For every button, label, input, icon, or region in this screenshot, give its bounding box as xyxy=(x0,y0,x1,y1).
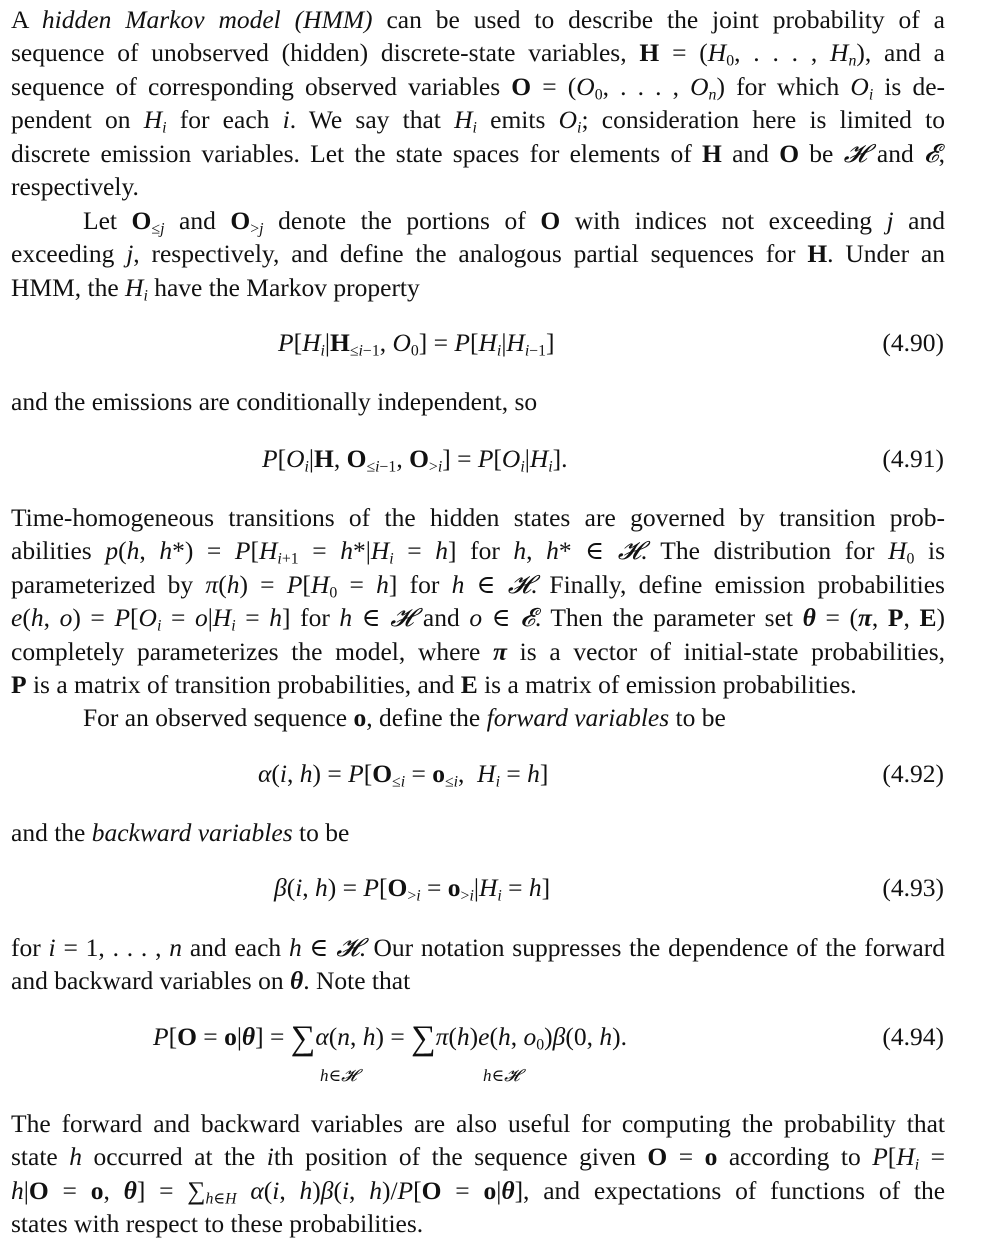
summation-symbol: ∑ xyxy=(411,1019,436,1058)
text-line: h|O = o, $\theta] = \sum_{h\in H}$ α(i, h)β(i, h)/P[O = o|θ], and expectations of functions of the xyxy=(11,1175,946,1208)
text-line: A hidden Markov model (HMM) can be used to describe the joint probability of a xyxy=(11,5,945,34)
equation-number: (4.94) xyxy=(882,1022,944,1051)
text-line: and the backward variables to be xyxy=(11,818,350,847)
text-line: e(h, $o) = P[O_i = o|H_i = h]$ for h ∈ 𝓗 and o ∈ 𝓔. Then the parameter set θ = (π, P, E) xyxy=(11,603,945,635)
text-line: P is a matrix of transition probabilities, and E is a matrix of emission probabilities. xyxy=(11,670,857,700)
paragraph-forward-variables xyxy=(11,701,945,734)
text-line: pendent on $H_i$ for each i. We say that $H_i$ emits $O_i$; consideration here is limited to xyxy=(11,105,945,137)
equation-4-91 xyxy=(0,444,988,484)
equation-4-92 xyxy=(0,759,988,799)
equation-number: (4.92) xyxy=(882,759,944,788)
text-line: sequence of corresponding observed variables $O = (O_0$, . . . , $O_n$) for which $O_i$ is de- xyxy=(11,71,946,104)
text-line: Let $O_{\le j}$ and $O_{>j}$ denote the portions of O with indices not exceeding j and xyxy=(83,206,945,238)
equation-number: (4.93) xyxy=(882,873,944,902)
text-line: HMM, the $H_i$ have the Markov property xyxy=(11,272,420,305)
sum-subscript: h∈𝓗 xyxy=(483,1066,520,1085)
paragraph-hmm-intro xyxy=(11,3,945,203)
text-line: For an observed sequence o, define the forward variables to be xyxy=(83,703,726,732)
paragraph-backward-variables xyxy=(11,816,945,849)
text-line: parameterized by $\pi(h) = P[H_0 = h]$ for h ∈ 𝓗. Finally, define emission probabilities xyxy=(11,569,945,602)
paragraph-markov-property xyxy=(11,204,945,304)
text-line: completely parameterizes the model, where π is a vector of initial-state probabilities, xyxy=(11,636,946,666)
text-line: sequence of unobserved (hidden) discrete-state variables, $H = (H_0$, . . . , $H_n$), and a xyxy=(11,38,945,70)
summation-symbol: ∑ xyxy=(290,1019,316,1058)
text-line: and the emissions are conditionally independent, so xyxy=(11,387,538,416)
equation-expression: $P[O_i|H$, $O_{\le i-1}$, $O_{>i}] = P[O_i|H_i]$. xyxy=(262,444,568,476)
paragraph-transitions xyxy=(11,501,945,701)
text-line: exceeding j, respectively, and define the analogous partial sequences for H. Under an xyxy=(11,239,945,269)
text-line: discrete emission variables. Let the state spaces for elements of H and O be 𝓗 and 𝓔, xyxy=(11,138,945,168)
text-line: for i = 1, . . . , n and each h ∈ 𝓗. Our notation suppresses the dependence of the forward xyxy=(11,933,945,962)
equation-4-94 xyxy=(0,1019,988,1092)
equation-4-93 xyxy=(0,873,988,913)
text-line: and backward variables on θ. Note that xyxy=(11,966,411,996)
paragraph-probability-computation xyxy=(11,1107,945,1241)
equation-number: (4.91) xyxy=(882,444,944,473)
equation-4-90 xyxy=(0,328,988,368)
equation-expression: P[O = o|θ] = ∑α(n, h) = ∑π(h)e(h, $o_0)\beta(0$, h). xyxy=(153,1019,627,1058)
text-line: state h occurred at the ith position of the sequence given O = o according to $P[H_i$ = xyxy=(11,1142,945,1174)
paragraph-notation xyxy=(11,931,945,998)
text-line: The forward and backward variables are also useful for computing the probability that xyxy=(11,1109,945,1138)
paragraph-conditional-independence xyxy=(11,385,945,418)
text-line: abilities p(h, $h*) = P[H_{i+1} = h*|H_i = h]$ for h, h* ∈ 𝓗. The distribution for $H_0$ is xyxy=(11,536,946,568)
text-line: respectively. xyxy=(11,172,139,202)
equation-expression: β(i, $h) = P[O_{>i} = o_{>i}|H_i = h]$ xyxy=(274,873,551,905)
sum-subscript: h∈𝓗 xyxy=(320,1066,357,1085)
equation-expression: $P[H_i|H_{\le i-1}$, $O_0] = P[H_i|H_{i-1}]$ xyxy=(278,328,555,360)
equation-expression: α(i, $h) = P[O_{\le i} = o_{\le i}$, $H_i = h$] xyxy=(258,759,549,791)
text-line: states with respect to these probabilities. xyxy=(11,1209,424,1239)
equation-number: (4.90) xyxy=(882,328,944,357)
text-line: Time-homogeneous transitions of the hidden states are governed by transition prob- xyxy=(11,503,945,532)
